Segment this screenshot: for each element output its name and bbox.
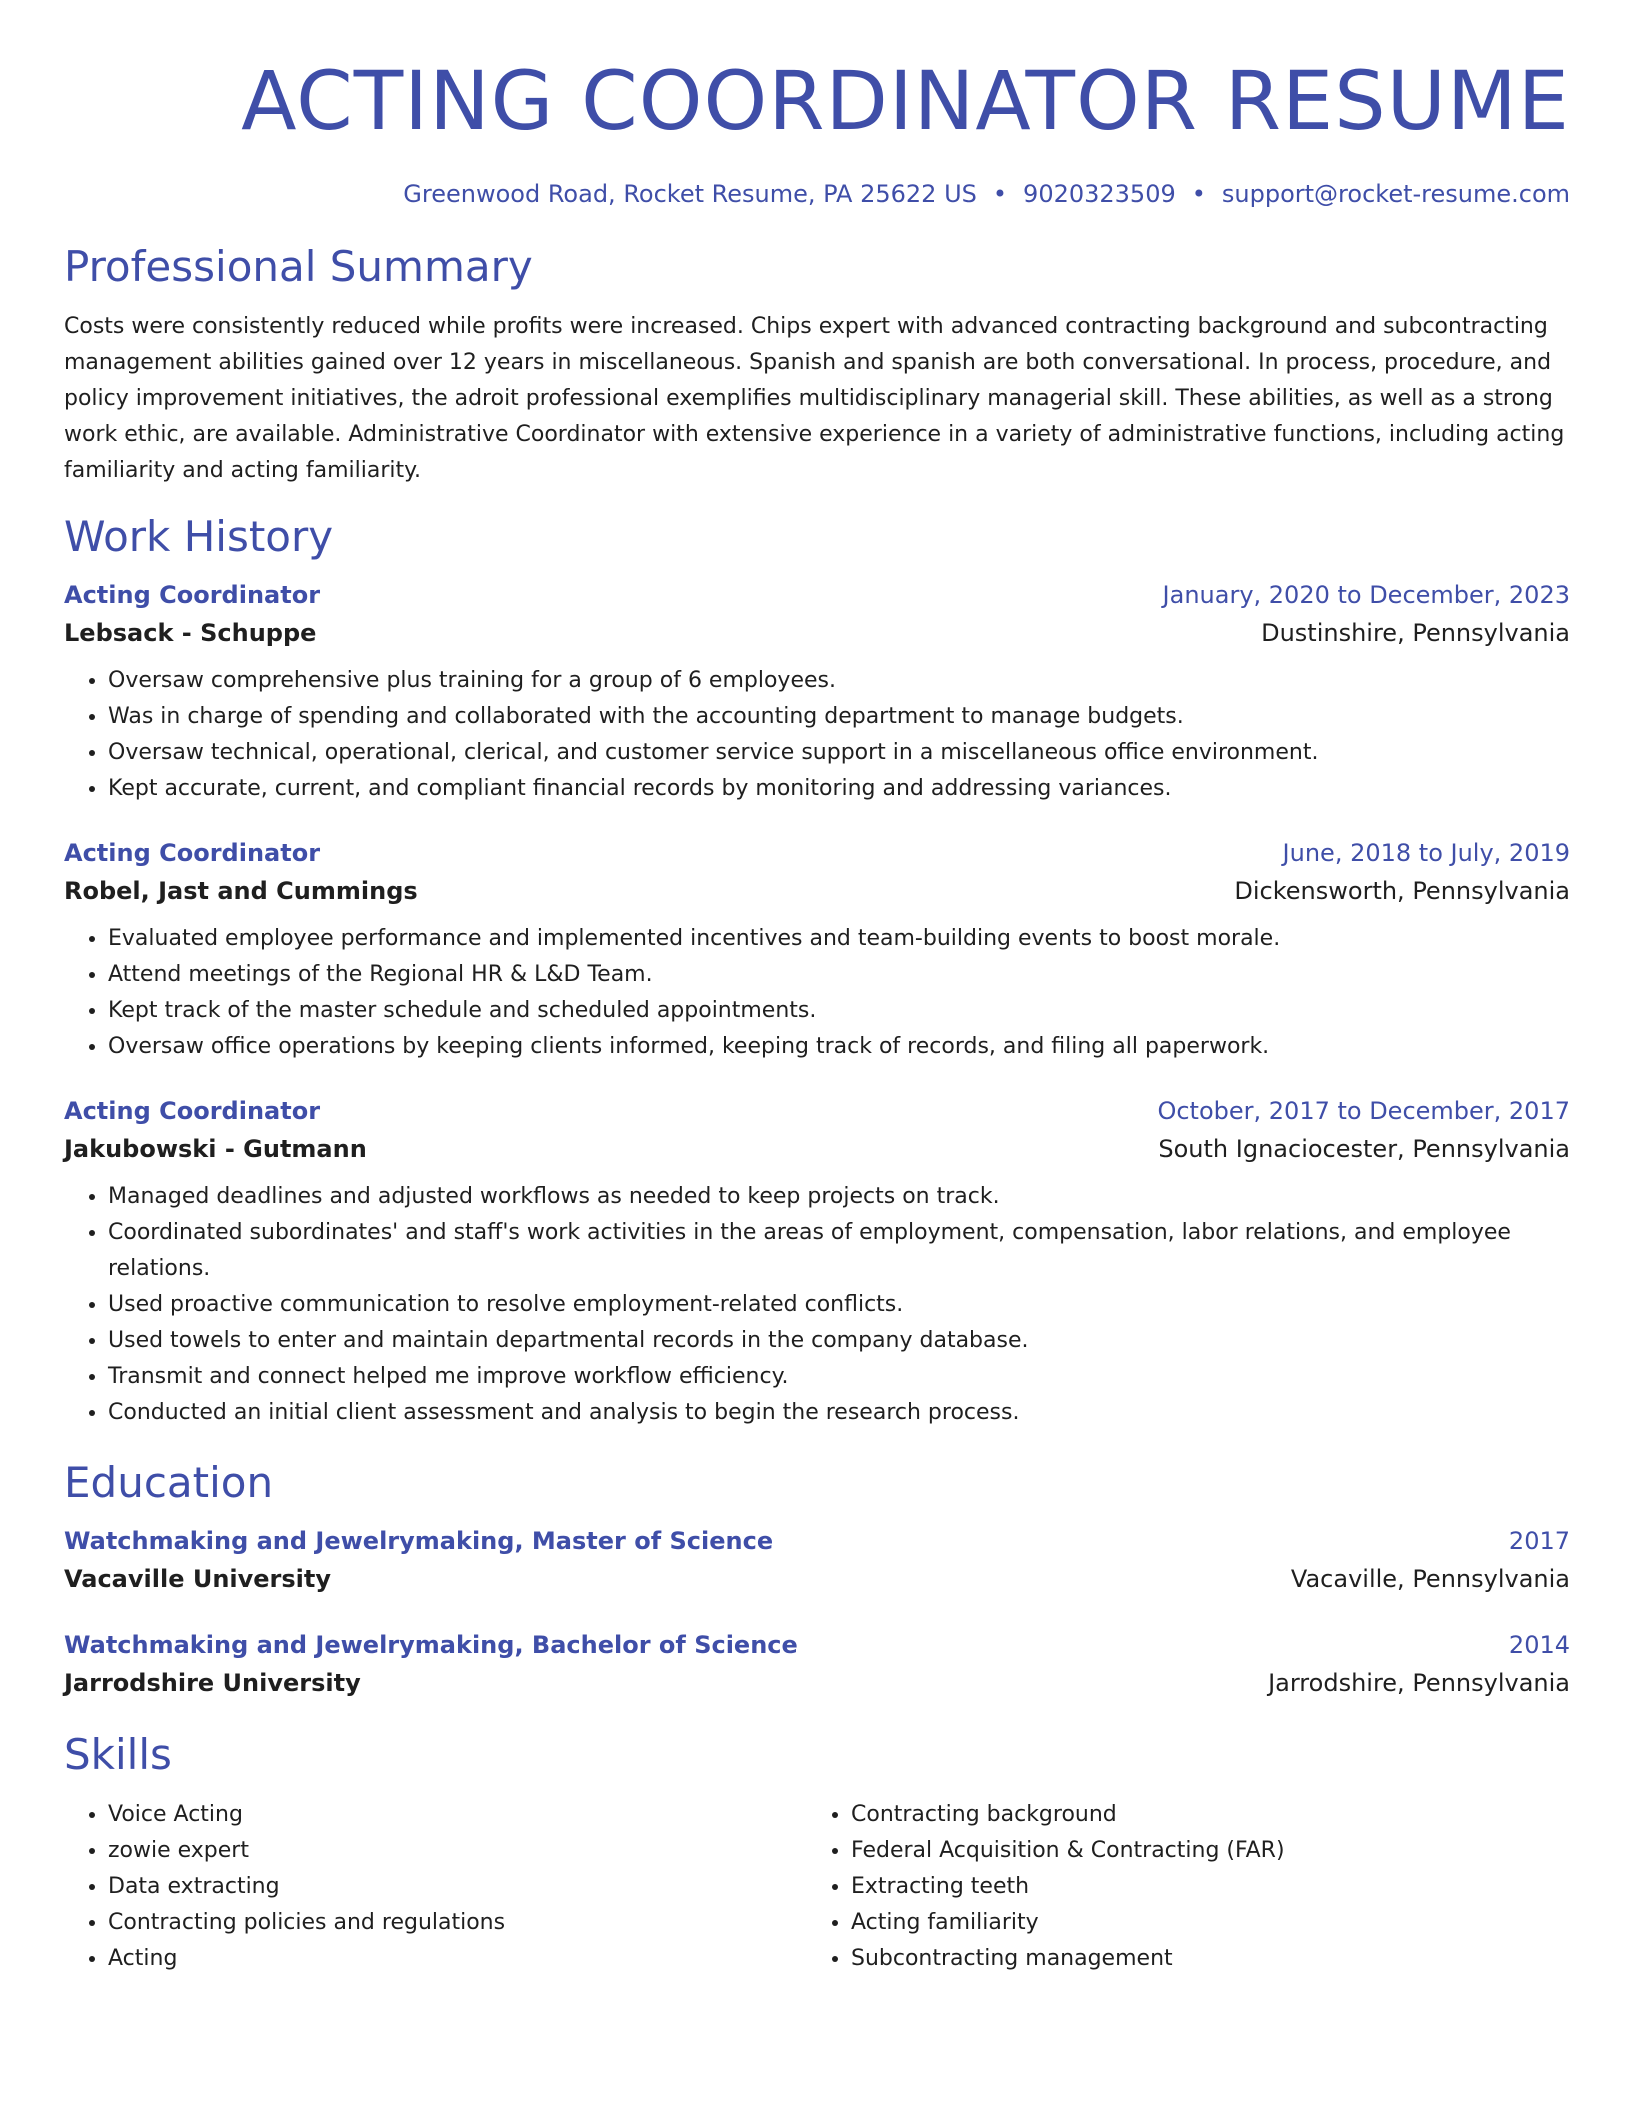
work-history-section [64,511,1570,1431]
summary-text: Costs were consistently reduced while profits were increased. Chips expert with advanced contracting background and subcontracting management abilities gained over 12 years in miscellaneous. Spanish and spanish are both conversational. In process, procedure, and policy improvement initiatives, the adroit professional exemplifies multidisciplinary managerial skill. These abilities, as well as a strong work ethic, are available. Administrative Coordinator with extensive experience in a variety of administrative functions, including acting familiarity and acting familiarity. [64,314,1565,483]
job-bullet: • Oversaw comprehensive plus training for a group of 6 employees. [108,663,1570,699]
job-bullet: • Coordinated subordinates' and staff's work activities in the areas of employment, compensation, labor relations, and employee relations. [108,1215,1570,1287]
job-bullets [64,921,1570,1065]
job-bullet: • Kept accurate, current, and compliant financial records by monitoring and addressing variances. [108,771,1570,807]
job-title: Acting Coordinator [64,839,321,867]
job-bullet: • Oversaw office operations by keeping clients informed, keeping track of records, and filing all paperwork. [108,1029,1570,1065]
contact-line [64,179,1570,209]
job-bullet: • Transmit and connect helped me improve workflow efficiency. [108,1359,1570,1395]
job-bullet: • Evaluated employee performance and implemented incentives and team-building events to boost morale. [108,921,1570,957]
education-degree: Watchmaking and Jewelrymaking, Bachelor of Science [64,1631,798,1659]
job-entry [64,579,1570,807]
job-header-row [64,837,1570,869]
job-bullets [64,663,1570,807]
job-header-row [64,1095,1570,1127]
job-location: South Ignaciocester, Pennsylvania [1158,1135,1570,1163]
summary-heading: Professional Summary [64,242,533,291]
job-bullet: • Kept track of the master schedule and scheduled appointments. [108,993,1570,1029]
skills-column-left [64,1797,807,1977]
resume-page [64,0,1570,1977]
education-section [64,1457,1570,1699]
job-bullets [64,1179,1570,1431]
skill-item: • Acting familiarity [851,1905,1550,1941]
contact-separator: • [992,180,1008,208]
skills-section [64,1729,1570,1977]
job-bullet: • Managed deadlines and adjusted workflows as needed to keep projects on track. [108,1179,1570,1215]
job-title: Acting Coordinator [64,1097,321,1125]
skills-heading: Skills [64,1730,172,1779]
job-company-row [64,875,1570,907]
education-location: Jarrodshire, Pennsylvania [1268,1669,1570,1697]
education-entry [64,1629,1570,1699]
skill-item: • Acting [108,1941,807,1977]
skill-item: • Data extracting [108,1869,807,1905]
contact-separator: • [1191,180,1206,208]
job-company: Jakubowski - Gutmann [64,1135,367,1163]
skill-item: • Extracting teeth [851,1869,1550,1905]
skill-item: • Subcontracting management [851,1941,1550,1977]
job-company-row [64,617,1570,649]
summary-section [64,241,1570,489]
job-location: Dickensworth, Pennsylvania [1234,877,1570,905]
job-company: Robel, Jast and Cummings [64,877,418,905]
job-dates: October, 2017 to December, 2017 [1157,1097,1570,1125]
education-school-row [64,1667,1570,1699]
skill-item: • Contracting policies and regulations [108,1905,807,1941]
job-bullet: • Attend meetings of the Regional HR & L&D Team. [108,957,1570,993]
job-entry [64,1095,1570,1431]
job-entry [64,837,1570,1065]
contact-email: support@rocket-resume.com [1221,180,1570,208]
job-bullet: • Used towels to enter and maintain departmental records in the company database. [108,1323,1570,1359]
job-dates: June, 2018 to July, 2019 [1282,839,1570,867]
work-history-heading: Work History [64,512,334,561]
contact-phone: 9020323509 [1023,180,1176,208]
skill-item: • Contracting background [851,1797,1550,1833]
job-header-row [64,579,1570,611]
education-degree: Watchmaking and Jewelrymaking, Master of Science [64,1527,774,1555]
skill-item: • Voice Acting [108,1797,807,1833]
job-dates: January, 2020 to December, 2023 [1162,581,1570,609]
education-year: 2014 [1508,1631,1570,1659]
skills-list-left [64,1797,807,1977]
job-title: Acting Coordinator [64,581,321,609]
skills-list-right [807,1797,1550,1977]
job-location: Dustinshire, Pennsylvania [1261,619,1570,647]
skill-item: • zowie expert [108,1833,807,1869]
skill-item: • Federal Acquisition & Contracting (FAR) [851,1833,1550,1869]
contact-address: Greenwood Road, Rocket Resume, PA 25622 US [403,180,977,208]
job-bullet: • Conducted an initial client assessment and analysis to begin the research process. [108,1395,1570,1431]
job-bullet: • Used proactive communication to resolve employment-related conflicts. [108,1287,1570,1323]
job-company-row [64,1133,1570,1165]
job-bullet: • Was in charge of spending and collaborated with the accounting department to manage budgets. [108,699,1570,735]
education-school: Jarrodshire University [64,1669,361,1697]
skills-column-right [807,1797,1550,1977]
education-school-row [64,1563,1570,1595]
education-school: Vacaville University [64,1565,332,1593]
education-location: Vacaville, Pennsylvania [1290,1565,1570,1593]
skills-grid [64,1797,1570,1977]
resume-title: ACTING COORDINATOR RESUME [241,55,1570,149]
education-year: 2017 [1508,1527,1570,1555]
job-bullet: • Oversaw technical, operational, clerical, and customer service support in a miscellaneous office environment. [108,735,1570,771]
education-heading: Education [64,1458,274,1507]
education-header-row [64,1525,1570,1557]
education-entry [64,1525,1570,1595]
education-header-row [64,1629,1570,1661]
job-company: Lebsack - Schuppe [64,619,317,647]
